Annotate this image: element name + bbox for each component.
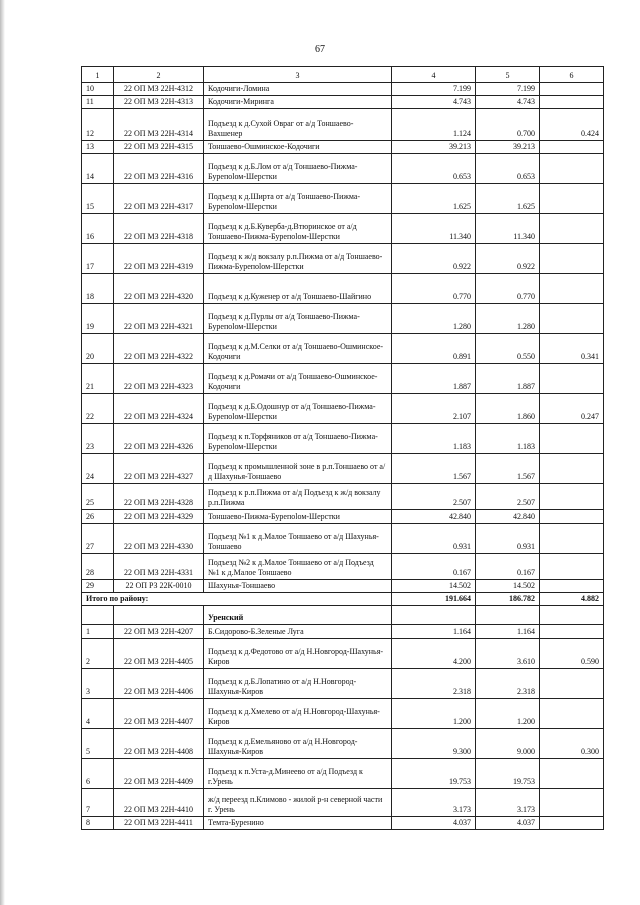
hard-surface-length: 2.507 bbox=[476, 484, 540, 510]
road-code: 22 ОП МЗ 22Н-4312 bbox=[114, 83, 204, 96]
road-name: Подъезд к д.Б.Лопатино от а/д Н.Новгород-Шахунья-Киров bbox=[204, 669, 392, 699]
hard-surface-length: 0.700 bbox=[476, 109, 540, 141]
row-number: 1 bbox=[82, 625, 114, 639]
hard-surface-length: 9.000 bbox=[476, 729, 540, 759]
road-code: 22 ОП МЗ 22Н-4405 bbox=[114, 639, 204, 669]
road-code: 22 ОП МЗ 22Н-4328 bbox=[114, 484, 204, 510]
road-name: Подъезд к д.Куженер от а/д Тоншаево-Шайгино bbox=[204, 274, 392, 304]
row-number: 23 bbox=[82, 424, 114, 454]
cell-empty bbox=[476, 606, 540, 625]
row-number: 12 bbox=[82, 109, 114, 141]
column-header: 6 bbox=[540, 67, 604, 83]
hard-surface-length: 1.860 bbox=[476, 394, 540, 424]
table-row bbox=[82, 141, 604, 154]
road-length: 0.770 bbox=[392, 274, 476, 304]
other-surface-length bbox=[540, 817, 604, 830]
other-surface-length bbox=[540, 274, 604, 304]
road-length: 1.183 bbox=[392, 424, 476, 454]
row-number: 3 bbox=[82, 669, 114, 699]
row-number: 21 bbox=[82, 364, 114, 394]
road-name: Подъезд к р.п.Пижма от а/д Подъезд к ж/д вокзалу р.п.Пижма bbox=[204, 484, 392, 510]
road-name: Подъезд к д.Емельяново от а/д Н.Новгород-Шахунья-Киров bbox=[204, 729, 392, 759]
road-length: 1.200 bbox=[392, 699, 476, 729]
road-code: 22 ОП МЗ 22Н-4318 bbox=[114, 214, 204, 244]
road-code: 22 ОП МЗ 22Н-4319 bbox=[114, 244, 204, 274]
road-name: Подъезд к п.Торфяников от а/д Тоншаево-Пижма-Бурепolом-Шерстки bbox=[204, 424, 392, 454]
road-length: 1.280 bbox=[392, 304, 476, 334]
hard-surface-length: 1.625 bbox=[476, 184, 540, 214]
other-surface-length bbox=[540, 554, 604, 580]
hard-surface-length: 1.183 bbox=[476, 424, 540, 454]
table-row bbox=[82, 274, 604, 304]
hard-surface-length: 3.173 bbox=[476, 789, 540, 817]
other-surface-length: 0.300 bbox=[540, 729, 604, 759]
road-length: 0.891 bbox=[392, 334, 476, 364]
road-code: 22 ОП МЗ 22Н-4320 bbox=[114, 274, 204, 304]
row-number: 29 bbox=[82, 580, 114, 593]
header-row bbox=[82, 67, 604, 83]
hard-surface-length: 14.502 bbox=[476, 580, 540, 593]
road-length: 19.753 bbox=[392, 759, 476, 789]
hard-surface-length: 0.922 bbox=[476, 244, 540, 274]
other-surface-length bbox=[540, 96, 604, 109]
other-surface-length: 0.424 bbox=[540, 109, 604, 141]
road-code: 22 ОП МЗ 22Н-4323 bbox=[114, 364, 204, 394]
row-number: 14 bbox=[82, 154, 114, 184]
row-number: 26 bbox=[82, 510, 114, 524]
table-row bbox=[82, 154, 604, 184]
table-row bbox=[82, 424, 604, 454]
table-row bbox=[82, 639, 604, 669]
other-surface-length bbox=[540, 789, 604, 817]
other-surface-length: 0.247 bbox=[540, 394, 604, 424]
other-surface-length bbox=[540, 580, 604, 593]
road-code: 22 ОП МЗ 22Н-4410 bbox=[114, 789, 204, 817]
table-row bbox=[82, 109, 604, 141]
other-surface-length bbox=[540, 184, 604, 214]
hard-surface-length: 11.340 bbox=[476, 214, 540, 244]
road-code: 22 ОП МЗ 22Н-4326 bbox=[114, 424, 204, 454]
road-length: 0.931 bbox=[392, 524, 476, 554]
row-number: 7 bbox=[82, 789, 114, 817]
road-length: 7.199 bbox=[392, 83, 476, 96]
roads-table bbox=[81, 66, 604, 830]
road-length: 2.507 bbox=[392, 484, 476, 510]
cell-empty bbox=[540, 606, 604, 625]
column-header: 2 bbox=[114, 67, 204, 83]
table-row bbox=[82, 394, 604, 424]
road-code: 22 ОП МЗ 22Н-4407 bbox=[114, 699, 204, 729]
row-number: 24 bbox=[82, 454, 114, 484]
total-row bbox=[82, 593, 604, 606]
road-code: 22 ОП МЗ 22Н-4409 bbox=[114, 759, 204, 789]
road-code: 22 ОП МЗ 22Н-4406 bbox=[114, 669, 204, 699]
total-length: 191.664 bbox=[392, 593, 476, 606]
other-surface-length bbox=[540, 83, 604, 96]
row-number: 27 bbox=[82, 524, 114, 554]
hard-surface-length: 1.280 bbox=[476, 304, 540, 334]
total-label: Итого по району: bbox=[82, 593, 392, 606]
road-name: Подъезд к промышленной зоне в р.п.Тоншаево от а/д Шахунья-Тоншаево bbox=[204, 454, 392, 484]
other-surface-length: 0.590 bbox=[540, 639, 604, 669]
row-number: 16 bbox=[82, 214, 114, 244]
other-surface-length bbox=[540, 669, 604, 699]
row-number: 6 bbox=[82, 759, 114, 789]
row-number: 2 bbox=[82, 639, 114, 669]
road-code: 22 ОП МЗ 22Н-4317 bbox=[114, 184, 204, 214]
hard-surface-length: 0.770 bbox=[476, 274, 540, 304]
other-surface-length bbox=[540, 214, 604, 244]
row-number: 10 bbox=[82, 83, 114, 96]
road-length: 2.318 bbox=[392, 669, 476, 699]
road-code: 22 ОП МЗ 22Н-4316 bbox=[114, 154, 204, 184]
other-surface-length bbox=[540, 625, 604, 639]
table-row bbox=[82, 580, 604, 593]
road-name: Тоншаево-Пижма-Бурепolом-Шерстки bbox=[204, 510, 392, 524]
other-surface-length bbox=[540, 424, 604, 454]
table-row bbox=[82, 96, 604, 109]
road-name: Подъезд к д.М.Селки от а/д Тоншаево-Ошминское-Кодочиги bbox=[204, 334, 392, 364]
road-length: 1.567 bbox=[392, 454, 476, 484]
other-surface-length bbox=[540, 364, 604, 394]
total-hard-surface: 186.782 bbox=[476, 593, 540, 606]
road-name: Подъезд к д.Сухой Овраг от а/д Тоншаево-Вахшенер bbox=[204, 109, 392, 141]
road-name: Подъезд к д.Пурлы от а/д Тоншаево-Пижма-Бурепolом-Шерстки bbox=[204, 304, 392, 334]
road-name: Подъезд к ж/д вокзалу р.п.Пижма от а/д Тоншаево-Пижма-Бурепolом-Шерстки bbox=[204, 244, 392, 274]
cell-empty bbox=[82, 606, 114, 625]
road-code: 22 ОП МЗ 22Н-4321 bbox=[114, 304, 204, 334]
table-row bbox=[82, 510, 604, 524]
table-row bbox=[82, 789, 604, 817]
table-row bbox=[82, 83, 604, 96]
road-length: 1.625 bbox=[392, 184, 476, 214]
road-name: Кодочиги-Миринга bbox=[204, 96, 392, 109]
road-name: Б.Сидорово-Б.Зеленые Луга bbox=[204, 625, 392, 639]
road-length: 2.107 bbox=[392, 394, 476, 424]
row-number: 5 bbox=[82, 729, 114, 759]
cell-empty bbox=[114, 606, 204, 625]
hard-surface-length: 1.567 bbox=[476, 454, 540, 484]
table-row bbox=[82, 554, 604, 580]
hard-surface-length: 4.743 bbox=[476, 96, 540, 109]
table-row bbox=[82, 244, 604, 274]
road-name: Подъезд к д.Ромачи от а/д Тоншаево-Ошминское-Кодочиги bbox=[204, 364, 392, 394]
cell-empty bbox=[392, 606, 476, 625]
hard-surface-length: 19.753 bbox=[476, 759, 540, 789]
table-row bbox=[82, 484, 604, 510]
other-surface-length bbox=[540, 454, 604, 484]
hard-surface-length: 1.200 bbox=[476, 699, 540, 729]
road-name: Подъезд к д.Федотово от а/д Н.Новгород-Шахунья-Киров bbox=[204, 639, 392, 669]
row-number: 15 bbox=[82, 184, 114, 214]
road-name: Кодочиги-Ломина bbox=[204, 83, 392, 96]
column-header: 5 bbox=[476, 67, 540, 83]
road-length: 4.200 bbox=[392, 639, 476, 669]
row-number: 18 bbox=[82, 274, 114, 304]
table-row bbox=[82, 759, 604, 789]
road-code: 22 ОП МЗ 22Н-4411 bbox=[114, 817, 204, 830]
other-surface-length bbox=[540, 524, 604, 554]
other-surface-length bbox=[540, 510, 604, 524]
table-row bbox=[82, 669, 604, 699]
table-row bbox=[82, 729, 604, 759]
road-name: Подъезд к д.Б.Лом от а/д Тоншаево-Пижма-Бурепolом-Шерстки bbox=[204, 154, 392, 184]
page-number: 67 bbox=[315, 44, 325, 55]
road-length: 1.887 bbox=[392, 364, 476, 394]
road-length: 3.173 bbox=[392, 789, 476, 817]
road-code: 22 ОП МЗ 22Н-4329 bbox=[114, 510, 204, 524]
row-number: 20 bbox=[82, 334, 114, 364]
road-length: 14.502 bbox=[392, 580, 476, 593]
road-name: Подъезд к д.Б.Одошнур от а/д Тоншаево-Пижма-Бурепolом-Шерстки bbox=[204, 394, 392, 424]
road-code: 22 ОП МЗ 22Н-4331 bbox=[114, 554, 204, 580]
road-code: 22 ОП МЗ 22Н-4322 bbox=[114, 334, 204, 364]
district-row bbox=[82, 606, 604, 625]
road-code: 22 ОП МЗ 22Н-4314 bbox=[114, 109, 204, 141]
hard-surface-length: 0.167 bbox=[476, 554, 540, 580]
road-name: ж/д переезд п.Климово - жилой р-н северной части г. Урень bbox=[204, 789, 392, 817]
table-row bbox=[82, 304, 604, 334]
road-code: 22 ОП РЗ 22К-0010 bbox=[114, 580, 204, 593]
hard-surface-length: 2.318 bbox=[476, 669, 540, 699]
hard-surface-length: 1.164 bbox=[476, 625, 540, 639]
road-length: 4.743 bbox=[392, 96, 476, 109]
other-surface-length bbox=[540, 484, 604, 510]
road-code: 22 ОП МЗ 22Н-4313 bbox=[114, 96, 204, 109]
road-code: 22 ОП МЗ 22Н-4327 bbox=[114, 454, 204, 484]
table-row bbox=[82, 625, 604, 639]
hard-surface-length: 1.887 bbox=[476, 364, 540, 394]
road-length: 0.167 bbox=[392, 554, 476, 580]
other-surface-length bbox=[540, 304, 604, 334]
road-name: Подъезд №1 к д.Малое Тоншаево от а/д Шахунья-Тоншаево bbox=[204, 524, 392, 554]
hard-surface-length: 42.840 bbox=[476, 510, 540, 524]
road-code: 22 ОП МЗ 22Н-4207 bbox=[114, 625, 204, 639]
road-length: 11.340 bbox=[392, 214, 476, 244]
table-row bbox=[82, 214, 604, 244]
table-row bbox=[82, 334, 604, 364]
table-row bbox=[82, 817, 604, 830]
road-name: Подъезд к п.Уста-д.Минеево от а/д Подъезд к г.Урень bbox=[204, 759, 392, 789]
road-code: 22 ОП МЗ 22Н-4315 bbox=[114, 141, 204, 154]
row-number: 4 bbox=[82, 699, 114, 729]
road-name: Шахунья-Тоншаево bbox=[204, 580, 392, 593]
column-header: 3 bbox=[204, 67, 392, 83]
other-surface-length bbox=[540, 154, 604, 184]
table-row bbox=[82, 524, 604, 554]
row-number: 25 bbox=[82, 484, 114, 510]
road-length: 42.840 bbox=[392, 510, 476, 524]
hard-surface-length: 4.037 bbox=[476, 817, 540, 830]
row-number: 13 bbox=[82, 141, 114, 154]
road-name: Темта-Буренино bbox=[204, 817, 392, 830]
column-header: 4 bbox=[392, 67, 476, 83]
road-name: Подъезд №2 к д.Малое Тоншаево от а/д Подъезд №1 к д.Малое Тоншаево bbox=[204, 554, 392, 580]
row-number: 11 bbox=[82, 96, 114, 109]
road-name: Подъезд к д.Ширта от а/д Тоншаево-Пижма-Бурепolом-Шерстки bbox=[204, 184, 392, 214]
other-surface-length: 0.341 bbox=[540, 334, 604, 364]
other-surface-length bbox=[540, 244, 604, 274]
other-surface-length bbox=[540, 699, 604, 729]
row-number: 17 bbox=[82, 244, 114, 274]
road-length: 1.124 bbox=[392, 109, 476, 141]
hard-surface-length: 0.931 bbox=[476, 524, 540, 554]
table-row bbox=[82, 364, 604, 394]
road-length: 0.922 bbox=[392, 244, 476, 274]
other-surface-length bbox=[540, 759, 604, 789]
table-row bbox=[82, 184, 604, 214]
hard-surface-length: 0.653 bbox=[476, 154, 540, 184]
road-name: Подъезд к д.Б.Куверба-д.Втюринское от а/д Тоншаево-Пижма-Бурепolом-Шерстки bbox=[204, 214, 392, 244]
hard-surface-length: 7.199 bbox=[476, 83, 540, 96]
road-length: 39.213 bbox=[392, 141, 476, 154]
row-number: 19 bbox=[82, 304, 114, 334]
scan-edge bbox=[0, 0, 5, 905]
hard-surface-length: 0.550 bbox=[476, 334, 540, 364]
row-number: 22 bbox=[82, 394, 114, 424]
road-name: Подъезд к д.Хмелево от а/д Н.Новгород-Шахунья-Киров bbox=[204, 699, 392, 729]
table-row bbox=[82, 454, 604, 484]
column-header: 1 bbox=[82, 67, 114, 83]
road-code: 22 ОП МЗ 22Н-4324 bbox=[114, 394, 204, 424]
road-length: 0.653 bbox=[392, 154, 476, 184]
row-number: 28 bbox=[82, 554, 114, 580]
road-code: 22 ОП МЗ 22Н-4408 bbox=[114, 729, 204, 759]
hard-surface-length: 39.213 bbox=[476, 141, 540, 154]
other-surface-length bbox=[540, 141, 604, 154]
road-name: Тоншаево-Ошминское-Кодочиги bbox=[204, 141, 392, 154]
hard-surface-length: 3.610 bbox=[476, 639, 540, 669]
road-length: 9.300 bbox=[392, 729, 476, 759]
road-code: 22 ОП МЗ 22Н-4330 bbox=[114, 524, 204, 554]
district-name: Уренский bbox=[204, 606, 392, 625]
total-other-surface: 4.882 bbox=[540, 593, 604, 606]
road-length: 1.164 bbox=[392, 625, 476, 639]
road-length: 4.037 bbox=[392, 817, 476, 830]
table-row bbox=[82, 699, 604, 729]
row-number: 8 bbox=[82, 817, 114, 830]
